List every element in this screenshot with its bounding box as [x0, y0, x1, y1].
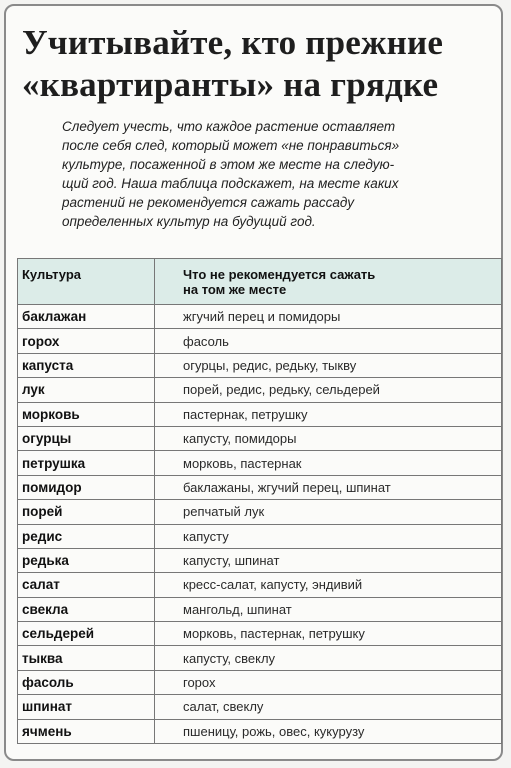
header-avoid-line-1: Что не рекомендуется сажать — [183, 267, 376, 282]
crop-cell: петрушка — [18, 451, 155, 475]
title-line-1: Учитывайте, кто прежние — [22, 23, 444, 62]
crop-cell: редис — [18, 524, 155, 548]
crop-cell: тыква — [18, 646, 155, 670]
avoid-cell: морковь, пастернак, петрушку — [155, 622, 502, 646]
header-avoid — [155, 259, 502, 305]
table-row — [18, 500, 502, 524]
intro-line: после себя след, который может «не понравиться» — [62, 138, 400, 153]
intro-line: определенных культур на будущий год. — [62, 214, 316, 229]
table-row — [18, 451, 502, 475]
avoid-cell: салат, свеклу — [155, 695, 502, 719]
avoid-cell: капусту, шпинат — [155, 548, 502, 572]
crop-cell: огурцы — [18, 426, 155, 450]
avoid-cell: баклажаны, жгучий перец, шпинат — [155, 475, 502, 499]
crop-cell: сельдерей — [18, 622, 155, 646]
table-row — [18, 573, 502, 597]
avoid-cell: морковь, пастернак — [155, 451, 502, 475]
intro-line: культуре, посаженной в этом же месте на следую- — [62, 157, 395, 172]
crop-cell: редька — [18, 548, 155, 572]
avoid-cell: пшеницу, рожь, овес, кукурузу — [155, 719, 502, 743]
table-row — [18, 353, 502, 377]
crop-cell: шпинат — [18, 695, 155, 719]
crop-cell: порей — [18, 500, 155, 524]
intro-line: щий год. Наша таблица подскажет, на месте каких — [62, 176, 399, 191]
avoid-cell: капусту, свеклу — [155, 646, 502, 670]
avoid-cell: репчатый лук — [155, 500, 502, 524]
table-row — [18, 475, 502, 499]
avoid-cell: кресс-салат, капусту, эндивий — [155, 573, 502, 597]
crop-cell: ячмень — [18, 719, 155, 743]
table-row — [18, 646, 502, 670]
intro-line: Следует учесть, что каждое растение оставляет — [62, 119, 396, 134]
avoid-cell: пастернак, петрушку — [155, 402, 502, 426]
table-row — [18, 426, 502, 450]
table-row — [18, 719, 502, 743]
crop-cell: помидор — [18, 475, 155, 499]
avoid-cell: мангольд, шпинат — [155, 597, 502, 621]
crop-cell: салат — [18, 573, 155, 597]
table-row — [18, 597, 502, 621]
title-line-2: «квартиранты» на грядке — [22, 65, 439, 104]
crop-cell: лук — [18, 378, 155, 402]
avoid-cell: порей, редис, редьку, сельдерей — [155, 378, 502, 402]
table-row — [18, 524, 502, 548]
table-body — [18, 305, 502, 744]
avoid-cell: фасоль — [155, 329, 502, 353]
table-row — [18, 305, 502, 329]
crop-cell: фасоль — [18, 670, 155, 694]
intro-line: растений не рекомендуется сажать рассаду — [62, 195, 354, 210]
avoid-cell: жгучий перец и помидоры — [155, 305, 502, 329]
avoid-cell: капусту, помидоры — [155, 426, 502, 450]
header-crop: Культура — [18, 259, 155, 305]
table-row — [18, 329, 502, 353]
crop-rotation-table — [17, 258, 502, 744]
table-row — [18, 378, 502, 402]
avoid-cell: огурцы, редис, редьку, тыкву — [155, 353, 502, 377]
intro-paragraph — [62, 117, 492, 231]
article-title — [22, 22, 492, 106]
crop-cell: капуста — [18, 353, 155, 377]
table-row — [18, 402, 502, 426]
avoid-cell: капусту — [155, 524, 502, 548]
table-row — [18, 670, 502, 694]
table-row — [18, 548, 502, 572]
avoid-cell: горох — [155, 670, 502, 694]
table-row — [18, 695, 502, 719]
crop-cell: морковь — [18, 402, 155, 426]
header-avoid-line-2: на том же месте — [183, 282, 287, 297]
crop-cell: горох — [18, 329, 155, 353]
crop-cell: баклажан — [18, 305, 155, 329]
crop-cell: свекла — [18, 597, 155, 621]
table-header-row — [18, 259, 502, 305]
table-row — [18, 622, 502, 646]
